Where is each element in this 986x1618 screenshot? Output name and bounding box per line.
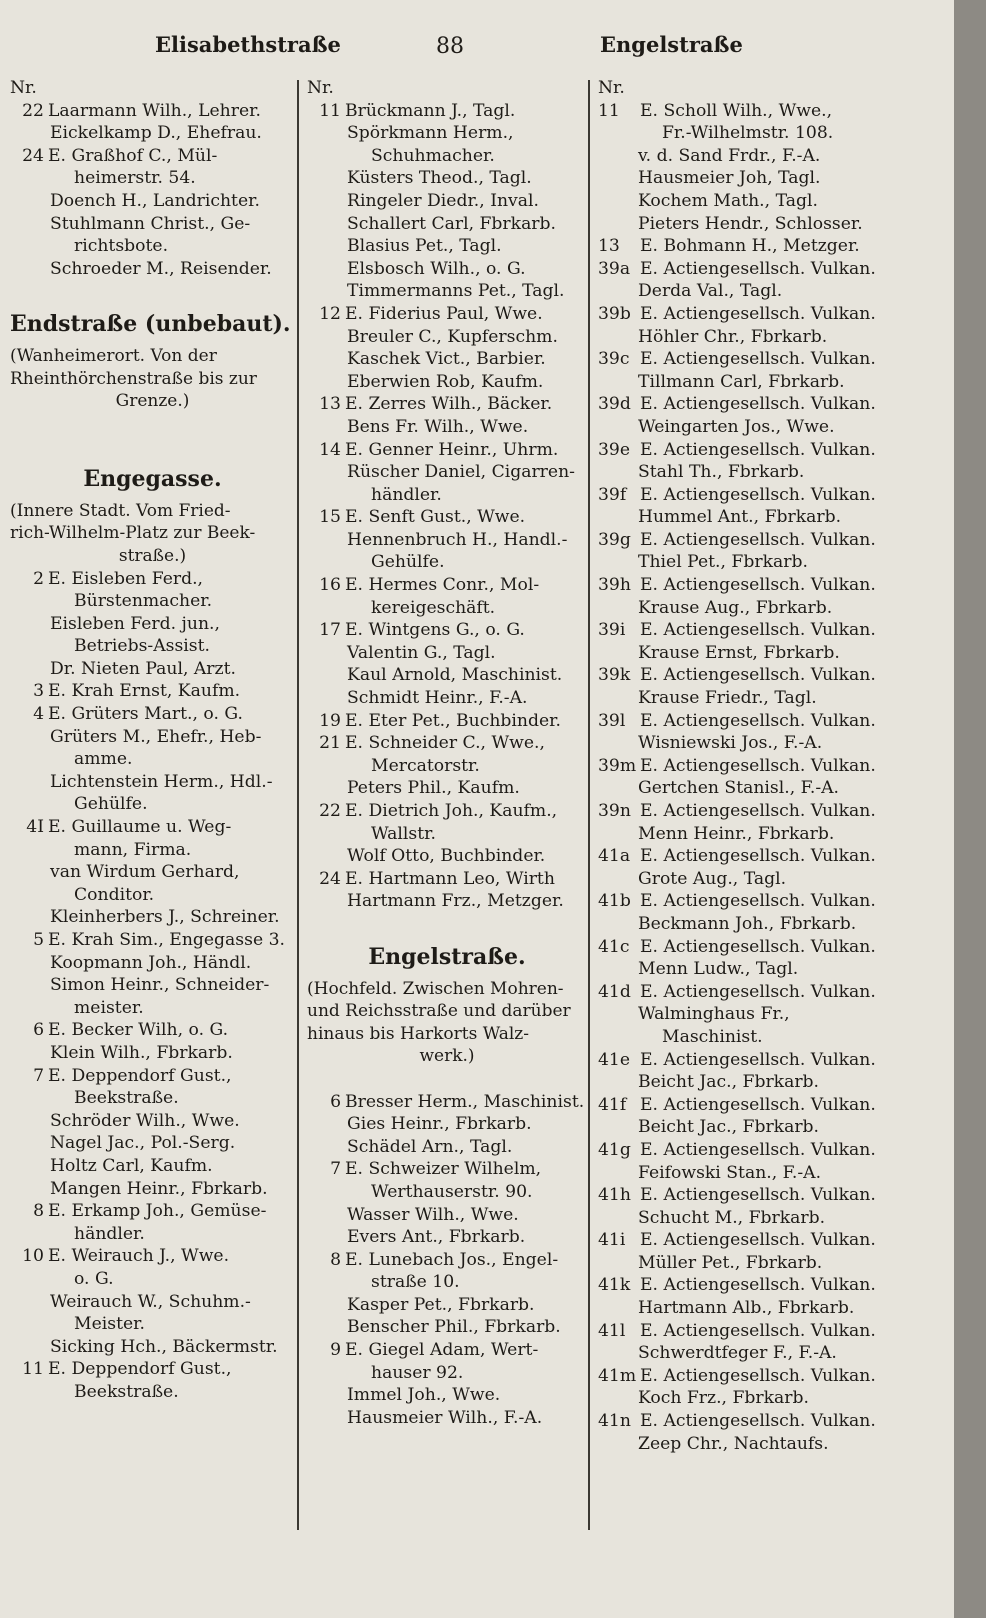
house-entry (598, 1139, 938, 1162)
house-number: 41i (598, 1230, 626, 1251)
resident-text: E. Schneider C., Wwe., (345, 733, 545, 754)
resident-text: E. Actiengesellsch. Vulkan. (640, 484, 876, 505)
resident-entry: Beicht Jac., Fbrkarb. (638, 1072, 820, 1093)
house-number: 39h (598, 575, 631, 596)
resident-entry: Beckmann Joh., Fbrkarb. (638, 913, 857, 934)
resident-text: E. Hartmann Leo, Wirth (345, 868, 555, 889)
house-entry (598, 1365, 938, 1388)
resident-entry: Feifowski Stan., F.-A. (638, 1162, 822, 1183)
house-entry (307, 303, 587, 326)
resident-entry: Menn Ludw., Tagl. (638, 959, 799, 980)
resident-text: E. Guillaume u. Weg- (48, 817, 232, 838)
resident-text: E. Actiengesellsch. Vulkan. (640, 665, 876, 686)
house-number: 7 (33, 1065, 44, 1086)
resident-entry: Krause Aug., Fbrkarb. (638, 597, 833, 618)
resident-entry: Bens Fr. Wilh., Wwe. (347, 416, 529, 437)
resident-text: E. Actiengesellsch. Vulkan. (640, 1275, 876, 1296)
house-entry (598, 100, 938, 123)
house-entry (307, 506, 587, 529)
resident-text: E. Dietrich Joh., Kaufm., (345, 801, 558, 821)
house-entry (598, 936, 938, 959)
entry-continuation: meister. (74, 997, 144, 1018)
house-number: 39d (598, 394, 631, 415)
resident-entry: Evers Ant., Fbrkarb. (347, 1227, 526, 1248)
street-heading: Engegasse. (83, 465, 222, 492)
house-entry (598, 800, 938, 823)
column-divider (588, 80, 590, 1530)
house-number: 4 (33, 704, 44, 725)
resident-text: E. Actiengesellsch. Vulkan. (640, 1411, 876, 1432)
resident-entry: Grüters M., Ehefr., Heb- (50, 726, 262, 747)
house-entry (307, 732, 587, 755)
house-number: 8 (330, 1249, 341, 1270)
house-number: 41h (598, 1185, 631, 1206)
street-description: straße.) (118, 545, 187, 566)
resident-entry: Zeep Chr., Nachtaufs. (638, 1433, 829, 1454)
house-number: 15 (319, 507, 341, 528)
resident-text: Laarmann Wilh., Lehrer. (48, 100, 261, 121)
house-entry (598, 1229, 938, 1252)
house-number: 10 (22, 1246, 44, 1267)
house-entry (598, 981, 938, 1004)
resident-text: E. Actiengesellsch. Vulkan. (640, 1365, 876, 1386)
house-number: 39n (598, 801, 631, 821)
entry-continuation: straße 10. (371, 1272, 460, 1293)
resident-entry: Gertchen Stanisl., F.-A. (638, 778, 840, 799)
entry-continuation: Beekstraße. (74, 1381, 179, 1402)
resident-entry: Hausmeier Joh, Tagl. (638, 168, 821, 189)
house-entry (598, 1410, 938, 1433)
entry-continuation: heimerstr. 54. (74, 168, 196, 189)
resident-text: E. Actiengesellsch. Vulkan. (640, 1230, 876, 1251)
house-entry (598, 619, 938, 642)
resident-entry: Hummel Ant., Fbrkarb. (638, 507, 842, 528)
spacer (10, 280, 295, 303)
resident-entry: Höhler Chr., Fbrkarb. (638, 326, 828, 347)
house-number: 41l (598, 1320, 626, 1341)
resident-entry: Wisniewski Jos., F.-A. (638, 733, 823, 754)
resident-text: E. Senft Gust., Wwe. (345, 507, 526, 528)
house-number: 24 (319, 868, 341, 889)
entry-continuation: händler. (74, 1223, 145, 1244)
entry-continuation: Schuhmacher. (371, 145, 495, 166)
house-number: 41g (598, 1139, 631, 1160)
house-entry (598, 1274, 938, 1297)
entry-continuation: Wallstr. (371, 823, 436, 844)
resident-text: E. Actiengesellsch. Vulkan. (640, 303, 876, 324)
resident-text: E. Graßhof C., Mül- (48, 145, 218, 166)
resident-entry: Krause Friedr., Tagl. (638, 688, 817, 709)
house-entry (307, 710, 587, 733)
house-entry (598, 303, 938, 326)
column-divider (297, 80, 299, 1530)
resident-text: E. Eter Pet., Buchbinder. (345, 710, 561, 731)
resident-text: E. Actiengesellsch. Vulkan. (640, 1049, 876, 1070)
street-description: (Innere Stadt. Vom Fried- (10, 500, 231, 521)
entry-continuation: o. G. (74, 1268, 114, 1289)
page-header (0, 32, 954, 72)
entry-continuation: Betriebs-Assist. (74, 636, 210, 657)
resident-entry: Stuhlmann Christ., Ge- (50, 213, 251, 234)
resident-text: E. Actiengesellsch. Vulkan. (640, 1094, 876, 1115)
resident-text: E. Lunebach Jos., Engel- (345, 1249, 559, 1270)
resident-text: E. Hermes Conr., Mol- (345, 575, 540, 596)
house-number: 16 (319, 575, 341, 596)
house-entry (10, 1019, 295, 1042)
resident-entry: Walminghaus Fr., (638, 1004, 790, 1025)
resident-text: E. Weirauch J., Wwe. (48, 1246, 230, 1267)
house-entry (10, 1245, 295, 1268)
house-number: 39a (598, 258, 631, 279)
house-number: 11 (598, 100, 620, 121)
resident-entry: Simon Heinr., Schneider- (50, 975, 270, 996)
resident-entry: Elsbosch Wilh., o. G. (347, 258, 526, 279)
resident-entry: Weirauch W., Schuhm.- (50, 1291, 251, 1312)
house-number: 22 (22, 100, 44, 121)
house-entry (307, 393, 587, 416)
resident-text: E. Wintgens G., o. G. (345, 620, 525, 641)
entry-continuation: Fr.-Wilhelmstr. 108. (662, 123, 834, 144)
resident-text: E. Actiengesellsch. Vulkan. (640, 1185, 876, 1206)
house-entry (10, 145, 295, 168)
resident-text: E. Eisleben Ferd., (48, 568, 204, 589)
resident-text: E. Actiengesellsch. Vulkan. (640, 801, 876, 821)
house-entry (10, 568, 295, 591)
resident-text: E. Actiengesellsch. Vulkan. (640, 439, 876, 460)
house-number: 13 (319, 394, 341, 415)
resident-entry: Dr. Nieten Paul, Arzt. (50, 658, 236, 679)
house-entry (307, 1158, 587, 1181)
house-entry (598, 235, 938, 258)
house-number: 19 (319, 710, 341, 731)
resident-text: E. Actiengesellsch. Vulkan. (640, 258, 876, 279)
resident-entry: Koch Frz., Fbrkarb. (638, 1388, 809, 1409)
resident-entry: Nagel Jac., Pol.-Serg. (50, 1133, 236, 1154)
resident-entry: Schädel Arn., Tagl. (347, 1136, 513, 1157)
resident-entry: Kaul Arnold, Maschinist. (347, 665, 563, 686)
resident-text: E. Actiengesellsch. Vulkan. (640, 349, 876, 370)
resident-entry: Stahl Th., Fbrkarb. (638, 462, 805, 483)
resident-text: E. Actiengesellsch. Vulkan. (640, 1139, 876, 1160)
resident-text: E. Krah Sim., Engegasse 3. (48, 930, 285, 950)
resident-entry: Thiel Pet., Fbrkarb. (638, 552, 808, 573)
resident-entry: Krause Ernst, Fbrkarb. (638, 642, 840, 663)
resident-entry: Mangen Heinr., Fbrkarb. (50, 1178, 268, 1199)
page-number: 88 (436, 34, 464, 59)
entry-continuation: Conditor. (74, 884, 155, 905)
house-entry (598, 1094, 938, 1117)
house-number: 41b (598, 891, 631, 912)
house-entry (598, 258, 938, 281)
house-entry (598, 439, 938, 462)
resident-entry: Kaschek Vict., Barbier. (347, 349, 546, 370)
resident-entry: Blasius Pet., Tagl. (347, 236, 502, 257)
directory-column-middle (307, 77, 587, 1607)
resident-entry: Kasper Pet., Fbrkarb. (347, 1294, 535, 1315)
spacer (307, 913, 587, 936)
resident-text: E. Actiengesellsch. Vulkan. (640, 710, 876, 731)
header-left-street: Elisabethstraße (155, 32, 341, 57)
house-number: 14 (319, 439, 341, 460)
resident-entry: Lichtenstein Herm., Hdl.- (50, 771, 273, 792)
entry-continuation: Bürstenmacher. (74, 591, 213, 612)
resident-entry: Peters Phil., Kaufm. (347, 778, 520, 799)
resident-entry: Grote Aug., Tagl. (638, 868, 787, 889)
house-entry (598, 710, 938, 733)
house-entry (307, 619, 587, 642)
street-description: rich-Wilhelm-Platz zur Beek- (10, 523, 256, 544)
resident-entry: van Wirdum Gerhard, (50, 862, 240, 883)
resident-entry: Kochem Math., Tagl. (638, 190, 818, 211)
house-entry (598, 393, 938, 416)
resident-entry: Hartmann Frz., Metzger. (347, 891, 564, 912)
resident-text: E. Actiengesellsch. Vulkan. (640, 755, 876, 776)
house-number: 39k (598, 665, 631, 686)
house-entry (10, 929, 295, 952)
spacer (10, 413, 295, 458)
street-description: (Hochfeld. Zwischen Mohren- (307, 978, 564, 999)
entry-continuation: mann, Firma. (74, 839, 192, 860)
house-number: 6 (33, 1020, 44, 1041)
resident-text: Brückmann J., Tagl. (345, 100, 516, 121)
entry-continuation: händler. (371, 484, 442, 505)
entry-continuation: Gehülfe. (74, 794, 148, 815)
house-entry (598, 845, 938, 868)
resident-text: E. Genner Heinr., Uhrm. (345, 439, 559, 460)
house-number: 41f (598, 1094, 627, 1115)
house-number: 7 (330, 1159, 341, 1180)
house-entry (307, 574, 587, 597)
house-number: 17 (319, 620, 341, 641)
house-entry (598, 1184, 938, 1207)
entry-continuation: Gehülfe. (371, 552, 445, 573)
house-number: 11 (22, 1359, 44, 1380)
house-entry (598, 529, 938, 552)
house-entry (598, 574, 938, 597)
resident-entry: Hennenbruch H., Handl.- (347, 529, 568, 550)
house-number: 13 (598, 236, 620, 257)
house-number: 39l (598, 710, 626, 731)
house-entry (598, 1049, 938, 1072)
house-entry (10, 816, 295, 839)
house-number: 24 (22, 145, 44, 166)
resident-text: E. Actiengesellsch. Vulkan. (640, 891, 876, 912)
house-number: 3 (33, 681, 44, 702)
resident-entry: Klein Wilh., Fbrkarb. (50, 1042, 233, 1063)
resident-entry: Tillmann Carl, Fbrkarb. (638, 371, 845, 392)
resident-text: E. Schweizer Wilhelm, (345, 1159, 542, 1180)
house-number: 41c (598, 936, 630, 957)
resident-entry: Holtz Carl, Kaufm. (50, 1155, 213, 1176)
resident-entry: Weingarten Jos., Wwe. (638, 416, 835, 437)
resident-text: E. Actiengesellsch. Vulkan. (640, 575, 876, 596)
resident-entry: Doench H., Landrichter. (50, 190, 260, 211)
entry-continuation: Werthauserstr. 90. (371, 1181, 533, 1202)
entry-continuation: amme. (74, 749, 133, 770)
resident-text: E. Scholl Wilh., Wwe., (640, 100, 833, 121)
resident-text: E. Actiengesellsch. Vulkan. (640, 936, 876, 957)
street-description: werk.) (419, 1046, 475, 1067)
house-number: 8 (33, 1201, 44, 1222)
directory-column-right (598, 77, 938, 1607)
street-description: hinaus bis Harkorts Walz- (307, 1023, 529, 1044)
resident-text: E. Actiengesellsch. Vulkan. (640, 529, 876, 550)
resident-text: E. Fiderius Paul, Wwe. (345, 303, 543, 324)
house-number: 11 (319, 100, 341, 121)
resident-entry: Ringeler Diedr., Inval. (347, 190, 539, 211)
resident-entry: Schallert Carl, Fbrkarb. (347, 213, 556, 234)
spacer (307, 1068, 587, 1091)
house-number: 22 (319, 801, 341, 821)
resident-entry: Koopmann Joh., Händl. (50, 952, 252, 973)
house-entry (307, 1339, 587, 1362)
resident-text: E. Giegel Adam, Wert- (345, 1340, 539, 1361)
house-number: 41n (598, 1411, 631, 1432)
street-description: und Reichsstraße und darüber (307, 1001, 571, 1022)
resident-entry: Menn Heinr., Fbrkarb. (638, 823, 835, 844)
house-entry (307, 868, 587, 891)
resident-entry: Hausmeier Wilh., F.-A. (347, 1407, 543, 1428)
house-number: 39m (598, 755, 637, 776)
entry-continuation: Mercatorstr. (371, 755, 480, 776)
resident-entry: Rüscher Daniel, Cigarren- (347, 462, 575, 483)
house-number: 2 (33, 568, 44, 589)
resident-entry: Beicht Jac., Fbrkarb. (638, 1117, 820, 1138)
house-entry (307, 1091, 587, 1114)
house-number: 5 (33, 930, 44, 950)
entry-continuation: richtsbote. (74, 236, 169, 257)
resident-entry: Eberwien Rob, Kaufm. (347, 371, 544, 392)
street-description: Rheinthörchenstraße bis zur (10, 368, 257, 389)
house-entry (10, 1065, 295, 1088)
resident-entry: Breuler C., Kupferschm. (347, 326, 558, 347)
house-entry (307, 1249, 587, 1272)
house-number: 4I (26, 817, 44, 838)
resident-text: E. Becker Wilh, o. G. (48, 1020, 229, 1041)
entry-continuation: Meister. (74, 1314, 145, 1335)
resident-text: E. Deppendorf Gust., (48, 1065, 232, 1086)
number-label: Nr. (598, 78, 625, 98)
house-entry (10, 1358, 295, 1381)
resident-entry: Schwerdtfeger F., F.-A. (638, 1343, 837, 1364)
house-number: 39i (598, 620, 626, 641)
entry-continuation: Maschinist. (662, 1026, 763, 1047)
header-right-street: Engelstraße (600, 32, 743, 57)
page-edge (954, 0, 986, 1618)
resident-entry: Wasser Wilh., Wwe. (347, 1204, 519, 1225)
resident-entry: Schröder Wilh., Wwe. (50, 1110, 240, 1131)
house-number: 9 (330, 1340, 341, 1361)
resident-entry: Schucht M., Fbrkarb. (638, 1207, 826, 1228)
resident-text: E. Actiengesellsch. Vulkan. (640, 846, 876, 867)
house-entry (10, 1200, 295, 1223)
resident-entry: Timmermanns Pet., Tagl. (347, 281, 565, 302)
resident-entry: Immel Joh., Wwe. (347, 1385, 501, 1406)
resident-text: E. Actiengesellsch. Vulkan. (640, 981, 876, 1002)
resident-entry: Schmidt Heinr., F.-A. (347, 688, 528, 709)
resident-entry: v. d. Sand Frdr., F.-A. (638, 145, 821, 166)
resident-entry: Benscher Phil., Fbrkarb. (347, 1317, 561, 1338)
resident-entry: Müller Pet., Fbrkarb. (638, 1252, 823, 1273)
resident-entry: Kleinherbers J., Schreiner. (50, 907, 280, 928)
house-entry (598, 755, 938, 778)
entry-continuation: kereigeschäft. (371, 597, 496, 618)
resident-entry: Sicking Hch., Bäckermstr. (50, 1336, 278, 1357)
house-number: 39b (598, 303, 631, 324)
resident-entry: Wolf Otto, Buchbinder. (347, 846, 546, 867)
resident-entry: Pieters Hendr., Schlosser. (638, 213, 863, 234)
resident-entry: Küsters Theod., Tagl. (347, 168, 532, 189)
resident-entry: Derda Val., Tagl. (638, 281, 783, 302)
house-number: 21 (319, 733, 341, 754)
resident-entry: Spörkmann Herm., (347, 123, 514, 144)
house-entry (598, 348, 938, 371)
resident-text: E. Actiengesellsch. Vulkan. (640, 394, 876, 415)
resident-text: E. Grüters Mart., o. G. (48, 704, 243, 725)
resident-text: E. Zerres Wilh., Bäcker. (345, 394, 553, 415)
resident-entry: Eickelkamp D., Ehefrau. (50, 123, 262, 144)
house-number: 41e (598, 1049, 631, 1070)
resident-entry: Gies Heinr., Fbrkarb. (347, 1114, 532, 1135)
house-entry (307, 100, 587, 123)
house-entry (598, 664, 938, 687)
house-number: 39e (598, 439, 631, 460)
street-heading: Endstraße (unbebaut). (10, 310, 291, 337)
resident-text: E. Krah Ernst, Kaufm. (48, 681, 241, 702)
house-number: 41a (598, 846, 631, 867)
house-entry (598, 1320, 938, 1343)
house-number: 41k (598, 1275, 631, 1296)
resident-entry: Valentin G., Tagl. (347, 642, 496, 663)
street-description: (Wanheimerort. Von der (10, 345, 217, 366)
house-entry (10, 703, 295, 726)
house-entry (10, 680, 295, 703)
house-number: 6 (330, 1091, 341, 1112)
street-description: Grenze.) (115, 391, 190, 412)
entry-continuation: Beekstraße. (74, 1088, 179, 1109)
house-entry (10, 100, 295, 123)
resident-entry: Eisleben Ferd. jun., (50, 613, 220, 634)
house-number: 39g (598, 529, 631, 550)
number-label: Nr. (10, 78, 37, 98)
entry-continuation: hauser 92. (371, 1362, 464, 1383)
resident-text: E. Deppendorf Gust., (48, 1359, 232, 1380)
resident-entry: Hartmann Alb., Fbrkarb. (638, 1298, 855, 1319)
number-label: Nr. (307, 78, 334, 98)
house-number: 39c (598, 349, 630, 370)
house-number: 12 (319, 303, 341, 324)
resident-text: E. Actiengesellsch. Vulkan. (640, 620, 876, 641)
house-entry (598, 484, 938, 507)
house-number: 41d (598, 981, 631, 1002)
resident-text: E. Bohmann H., Metzger. (640, 236, 860, 257)
street-heading: Engelstraße. (368, 943, 526, 970)
resident-entry: Schroeder M., Reisender. (50, 258, 272, 279)
house-number: 39f (598, 484, 627, 505)
house-number: 41m (598, 1365, 637, 1386)
house-entry (307, 439, 587, 462)
resident-text: Bresser Herm., Maschinist. (345, 1091, 585, 1112)
resident-text: E. Actiengesellsch. Vulkan. (640, 1320, 876, 1341)
house-entry (598, 890, 938, 913)
directory-column-left (10, 77, 295, 1607)
resident-text: E. Erkamp Joh., Gemüse- (48, 1201, 267, 1222)
house-entry (307, 800, 587, 823)
